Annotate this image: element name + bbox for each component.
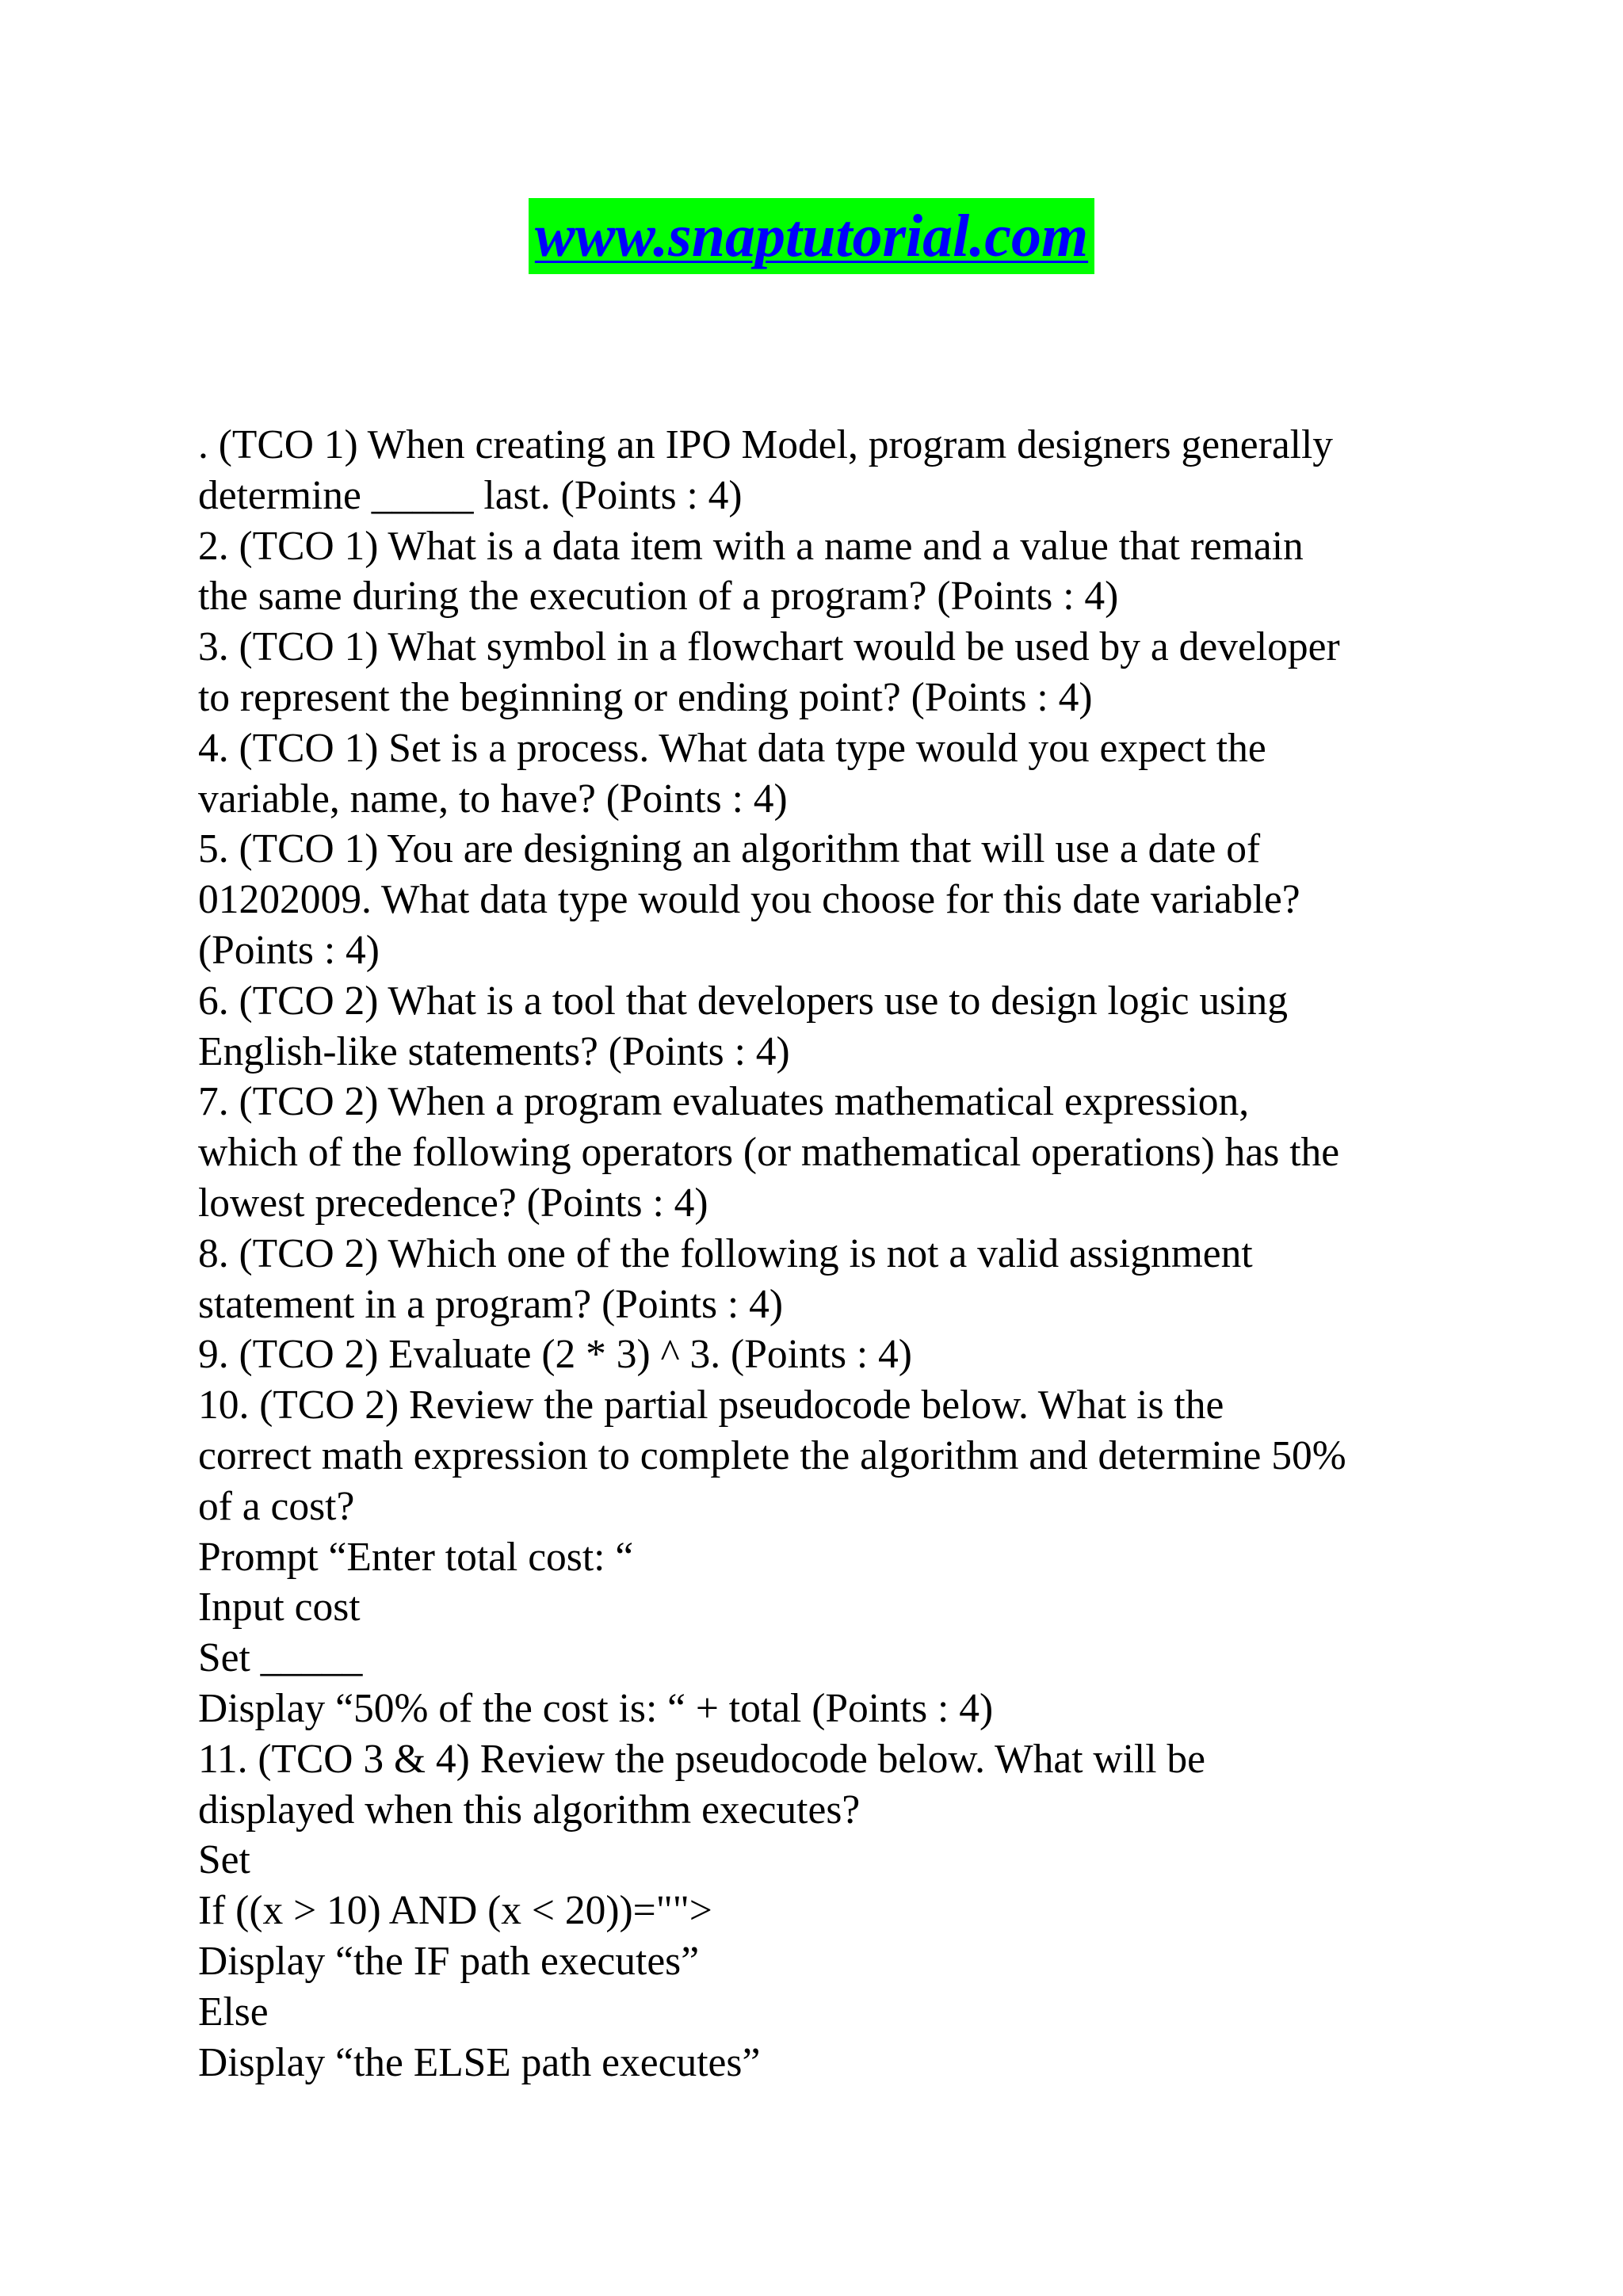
text-line: (Points : 4) [198,927,380,973]
text-line: variable, name, to have? (Points : 4) [198,776,788,822]
text-line: If ((x > 10) AND (x < 20))=""> [198,1888,712,1934]
text-line: Display “50% of the cost is: “ + total (Points : 4) [198,1685,994,1731]
text-line: Set [198,1837,250,1883]
text-line: which of the following operators (or mathematical operations) has the [198,1130,1340,1176]
text-line: 7. (TCO 2) When a program evaluates mathematical expression, [198,1079,1250,1125]
text-line: lowest precedence? (Points : 4) [198,1180,708,1226]
text-line: to represent the beginning or ending point? (Points : 4) [198,674,1093,720]
text-line: 5. (TCO 1) You are designing an algorithm that will use a date of [198,826,1261,872]
text-line: Prompt “Enter total cost: “ [198,1534,634,1580]
text-line: English-like statements? (Points : 4) [198,1028,790,1074]
text-line: 9. (TCO 2) Evaluate (2 * 3) ^ 3. (Points : 4) [198,1332,912,1378]
text-line: 8. (TCO 2) Which one of the following is not a valid assignment [198,1230,1253,1276]
text-line: statement in a program? (Points : 4) [198,1281,783,1327]
text-line: displayed when this algorithm executes? [198,1787,861,1833]
site-link[interactable]: www.snaptutorial.com [529,198,1094,274]
text-line: 2. (TCO 1) What is a data item with a name and a value that remain [198,523,1304,569]
text-line: correct math expression to complete the algorithm and determine 50% [198,1432,1346,1478]
text-line: 3. (TCO 1) What symbol in a flowchart would be used by a developer [198,624,1340,670]
text-line: 4. (TCO 1) Set is a process. What data type would you expect the [198,725,1266,771]
document-body [198,420,1466,2088]
text-line: Display “the IF path executes” [198,1938,700,1984]
text-line: determine _____ last. (Points : 4) [198,472,743,518]
text-line: 6. (TCO 2) What is a tool that developers use to design logic using [198,978,1289,1024]
header [0,198,1623,274]
text-line: Set _____ [198,1635,363,1681]
text-line: . (TCO 1) When creating an IPO Model, program designers generally [198,422,1334,467]
text-line: Else [198,1989,269,2035]
text-line: 01202009. What data type would you choose for this date variable? [198,877,1300,923]
text-line: 10. (TCO 2) Review the partial pseudocode below. What is the [198,1383,1224,1428]
text-line: Display “the ELSE path executes” [198,2039,761,2085]
text-line: of a cost? [198,1483,355,1529]
text-line: 11. (TCO 3 & 4) Review the pseudocode below. What will be [198,1736,1206,1782]
text-line: the same during the execution of a program? (Points : 4) [198,574,1119,620]
text-line: Input cost [198,1585,361,1630]
